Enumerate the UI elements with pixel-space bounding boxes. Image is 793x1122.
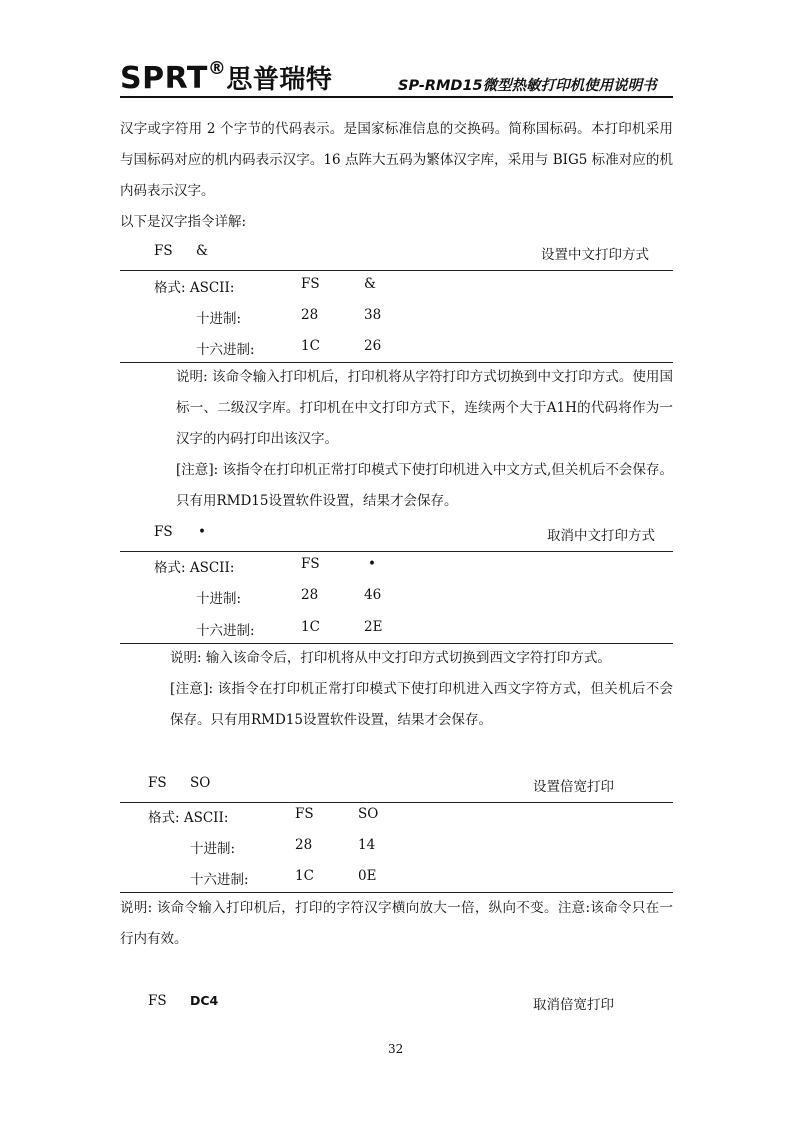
hex-value: 26	[364, 338, 382, 354]
command-description: 说明: 输入该命令后，打印机将从中文打印方式切换到西文字符打印方式。	[170, 650, 611, 666]
command-arg: •	[198, 524, 206, 540]
hex-value: 1C	[295, 868, 314, 884]
command-code: FS	[148, 993, 167, 1009]
command-code: FS	[154, 243, 173, 259]
command-name: 设置倍宽打印	[533, 779, 614, 795]
ascii-value: &	[364, 276, 377, 292]
format-ascii-label: 格式: ASCII:	[154, 280, 235, 296]
brand-name: SPRT	[120, 61, 208, 96]
brand-name-cn: 思普瑞特	[226, 65, 333, 95]
command-arg: DC4	[190, 993, 219, 1008]
command-note: [注意]: 该指令在打印机正常打印模式下使打印机进入西文字符方式，但关机后不会保存。只有用RMD15设置软件设置，结果才会保存。	[170, 681, 673, 728]
brand-logo	[120, 58, 332, 96]
decimal-value: 28	[295, 837, 313, 853]
command-arg: &	[196, 243, 209, 259]
registered-mark: ®	[207, 58, 227, 79]
header-rule	[120, 96, 673, 98]
command-code: FS	[148, 775, 167, 791]
decimal-label: 十进制:	[196, 591, 242, 607]
ascii-value: FS	[301, 276, 320, 292]
ascii-value: SO	[358, 806, 379, 822]
decimal-label: 十进制:	[190, 841, 236, 857]
ascii-value: •	[368, 556, 376, 572]
decimal-label: 十进制:	[196, 311, 242, 327]
command-description: 说明: 该命令输入打印机后，打印机将从字符打印方式切换到中文打印方式。使用国标一、二级汉字库。打印机在中文打印方式下，连续两个大于A1H的代码将作为一汉字的内码打印出该汉字。	[176, 369, 673, 447]
ascii-value: FS	[301, 556, 320, 572]
format-ascii-label: 格式: ASCII:	[154, 560, 235, 576]
hex-label: 十六进制:	[190, 872, 249, 888]
decimal-value: 28	[301, 587, 319, 603]
manual-title: SP-RMD15微型热敏打印机使用说明书	[398, 78, 657, 94]
decimal-value: 46	[364, 587, 382, 603]
command-description: 说明: 该命令输入打印机后，打印的字符汉字横向放大一倍，纵向不变。注意:该命令只在一行内有效。	[120, 900, 673, 947]
ascii-value: FS	[295, 806, 314, 822]
command-name: 取消倍宽打印	[533, 997, 614, 1013]
table-rule	[120, 802, 673, 803]
command-code: FS	[154, 524, 173, 540]
decimal-value: 28	[301, 307, 319, 323]
page-number: 32	[388, 1042, 404, 1056]
decimal-value: 14	[358, 837, 376, 853]
command-name: 设置中文打印方式	[541, 247, 649, 263]
command-list-heading: 以下是汉字指令详解:	[120, 214, 247, 230]
hex-value: 2E	[364, 619, 383, 635]
hex-label: 十六进制:	[196, 342, 255, 358]
intro-paragraph: 汉字或字符用 2 个字节的代码表示。是国家标准信息的交换码。简称国标码。本打印机采用与国标码对应的机内码表示汉字。16 点阵大五码为繁体汉字库，采用与 BIG5 标准对应的机内码表示汉字。	[120, 121, 673, 199]
table-rule	[120, 551, 673, 552]
hex-value: 1C	[301, 338, 320, 354]
decimal-value: 38	[364, 307, 382, 323]
command-name: 取消中文打印方式	[547, 528, 655, 544]
command-arg: SO	[190, 775, 211, 791]
hex-value: 0E	[358, 868, 377, 884]
format-ascii-label: 格式: ASCII:	[148, 810, 229, 826]
hex-value: 1C	[301, 619, 320, 635]
command-note: [注意]: 该指令在打印机正常打印模式下使打印机进入中文方式,但关机后不会保存。只有用RMD15设置软件设置，结果才会保存。	[176, 462, 673, 509]
table-rule	[120, 270, 673, 271]
hex-label: 十六进制:	[196, 623, 255, 639]
